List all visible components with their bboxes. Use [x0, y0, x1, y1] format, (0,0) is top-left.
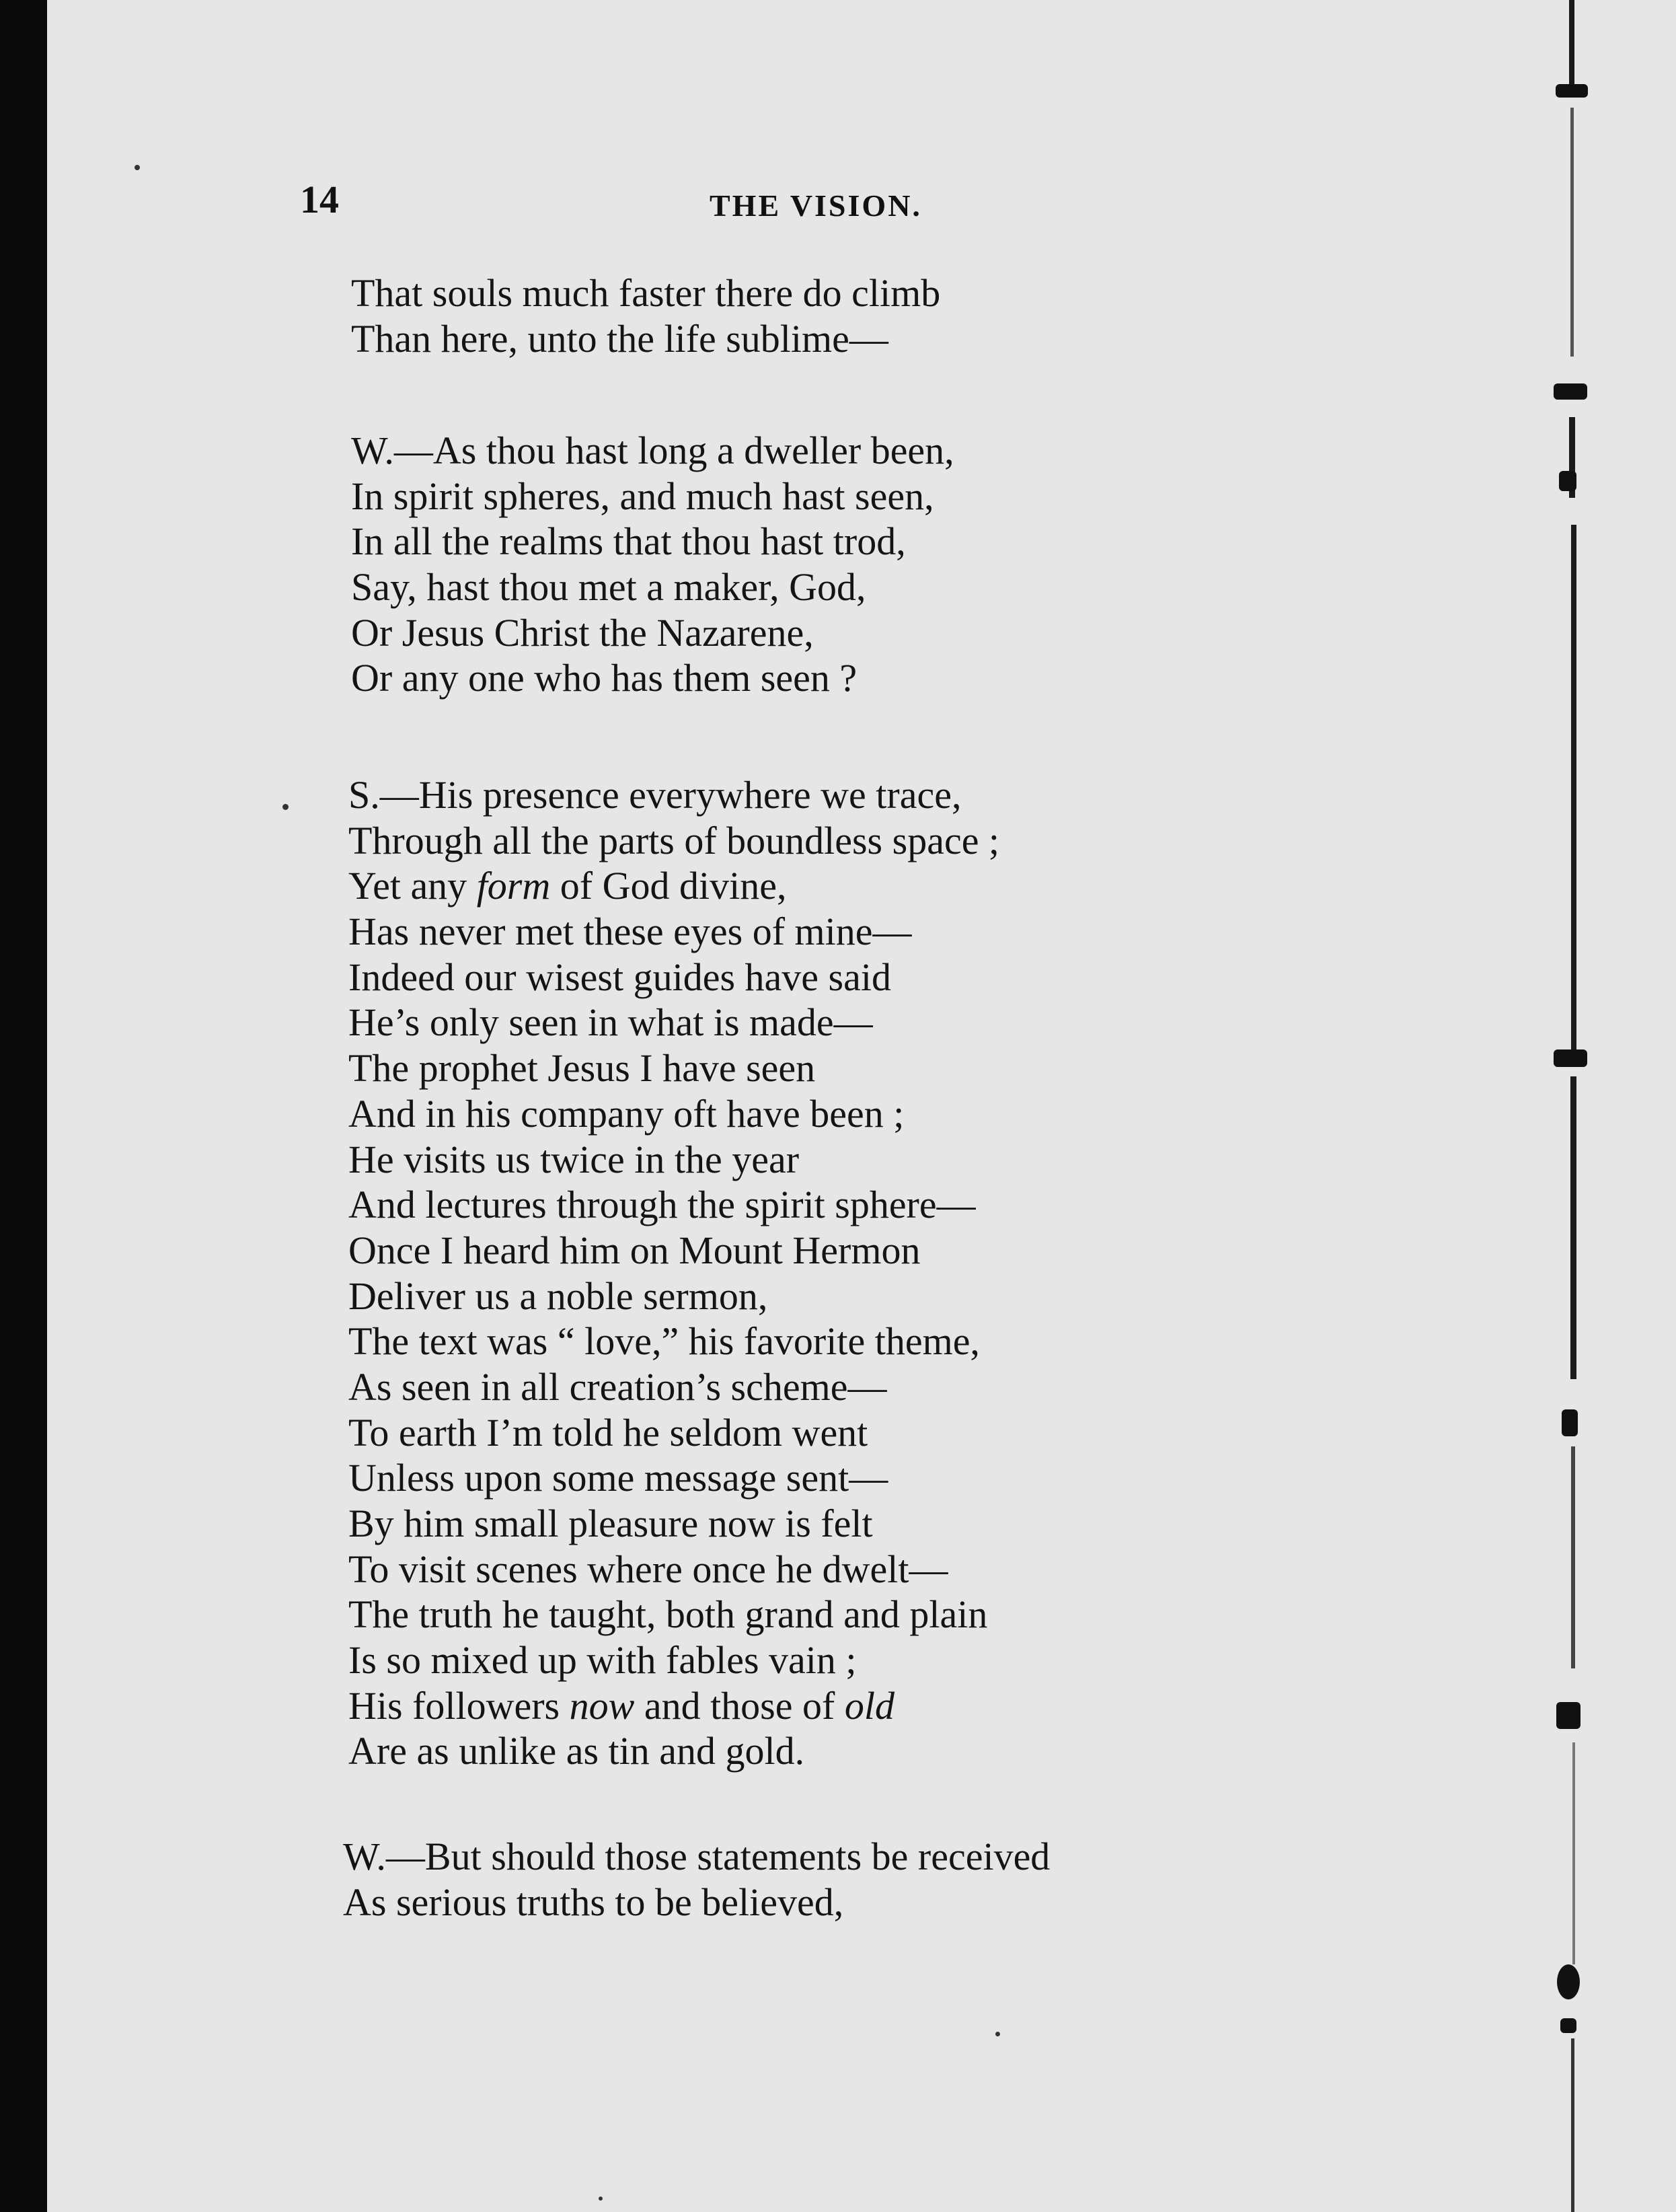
speck [599, 2197, 603, 2201]
gutter-mark [1559, 471, 1576, 491]
speck [995, 2032, 1000, 2036]
verse-line: Once I heard him on Mount Hermon [348, 1228, 921, 1272]
gutter-mark [1557, 1964, 1580, 1999]
gutter-line-top [1569, 0, 1574, 94]
verse-line: Deliver us a noble sermon, [348, 1274, 768, 1318]
verse-line: To earth I’m told he seldom went [348, 1410, 868, 1454]
verse-line: Through all the parts of boundless space ; [348, 818, 1000, 862]
verse-line: By him small pleasure now is felt [348, 1502, 873, 1545]
stanza-4 [343, 1834, 1050, 1925]
speck [282, 804, 289, 810]
verse-line: Unless upon some message sent— [348, 1456, 888, 1500]
gutter-mark [1554, 1049, 1587, 1067]
verse-line-with-italic: His followers now and those of old [348, 1683, 894, 1728]
gutter-mark [1556, 1702, 1580, 1729]
verse-line: And lectures through the spirit sphere— [348, 1183, 976, 1227]
page-number: 14 [300, 178, 339, 221]
gutter-line [1571, 525, 1576, 1063]
book-page [47, 0, 1676, 2212]
gutter-mark [1560, 2018, 1576, 2033]
verse-line: He visits us twice in the year [348, 1137, 800, 1181]
verse-line: The text was “ love,” his favorite theme, [348, 1319, 980, 1364]
verse-line: W.—As thou hast long a dweller been, [351, 429, 954, 472]
verse-line: S.—His presence everywhere we trace, [348, 773, 962, 817]
verse-line: Are as unlike as tin and gold. [348, 1729, 805, 1773]
verse-line-with-italic: Yet any form of God divine, [348, 864, 787, 908]
verse-line: He’s only seen in what is made— [348, 1000, 873, 1045]
verse-line: In all the realms that thou hast trod, [351, 519, 906, 564]
verse-line: As serious truths to be believed, [343, 1880, 844, 1924]
verse-line: Or any one who has them seen ? [351, 656, 858, 700]
emphasis-old: old [844, 1683, 894, 1728]
running-head: THE VISION. [710, 188, 922, 223]
gutter-line [1572, 1742, 1575, 1964]
gutter-line [1570, 1076, 1576, 1379]
speck [135, 165, 140, 170]
gutter-mark [1554, 383, 1587, 400]
verse-line: To visit scenes where once he dwelt— [348, 1547, 948, 1591]
verse-line: W.—But should those statements be received [343, 1835, 1051, 1878]
gutter-line [1571, 2038, 1574, 2212]
verse-line: The truth he taught, both grand and plain [348, 1592, 988, 1637]
stanza-1 [351, 270, 940, 361]
verse-line: In spirit spheres, and much hast seen, [351, 474, 934, 518]
gutter-mark [1556, 84, 1588, 98]
gutter-line [1571, 1446, 1575, 1668]
emphasis-form: form [476, 864, 551, 908]
gutter-mark [1562, 1409, 1578, 1436]
verse-line: That souls much faster there do climb [351, 271, 941, 315]
verse-line: And in his company oft have been ; [348, 1091, 905, 1136]
verse-line: Has never met these eyes of mine— [348, 910, 912, 954]
stanza-2 [351, 428, 954, 701]
gutter-line [1570, 108, 1574, 357]
verse-line: Say, hast thou met a maker, God, [351, 565, 866, 610]
verse-line: Is so mixed up with fables vain ; [348, 1638, 857, 1683]
verse-line: Or Jesus Christ the Nazarene, [351, 610, 814, 655]
stanza-3 [348, 772, 999, 1774]
verse-line: Indeed our wisest guides have said [348, 955, 891, 999]
verse-line: As seen in all creation’s scheme— [348, 1364, 887, 1409]
scan-left-border [0, 0, 47, 2212]
verse-line: The prophet Jesus I have seen [348, 1046, 816, 1091]
verse-line: Than here, unto the life sublime— [351, 316, 888, 361]
emphasis-now: now [569, 1683, 635, 1728]
